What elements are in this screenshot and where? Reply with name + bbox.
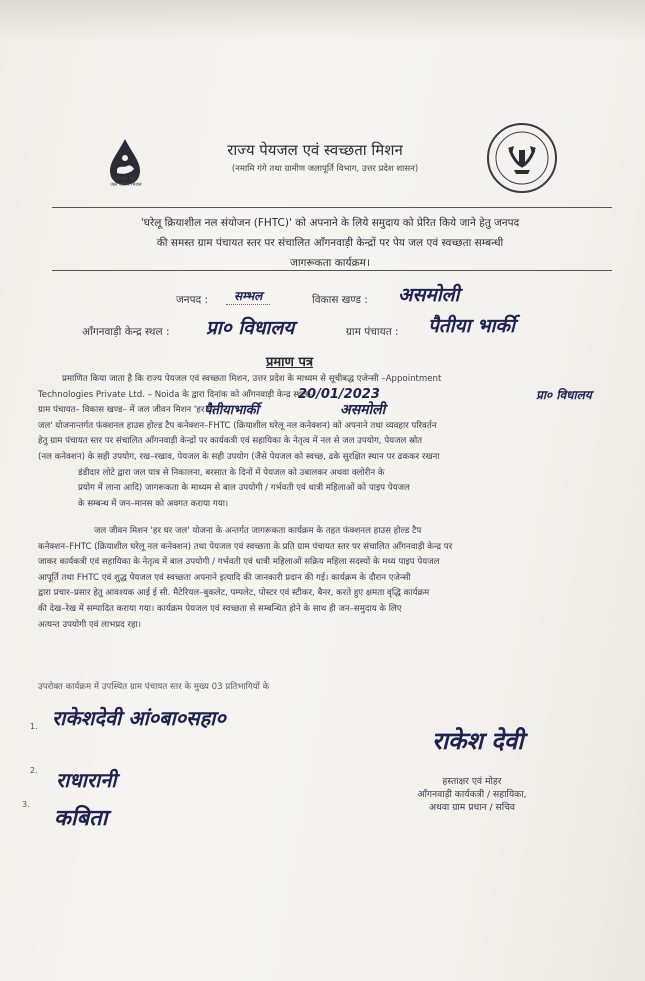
- para-line: प्रमाणित किया जाता है कि राज्य पेयजल एवं स्वच्छता मिशन, उत्तर प्रदेश के माध्यम से सूचीबद्ध एजेन्सी –Appointment: [62, 374, 442, 384]
- para-line: के सम्बन्ध में जन–मानस को अवगत कराया गया।: [78, 498, 229, 509]
- signature-label: आँगनवाड़ी कार्यकत्री / सहायिका,: [417, 789, 527, 800]
- participant-name: कबिता: [54, 806, 108, 831]
- para-line: जल जीवन मिशन 'हर घर जल' योजना के अन्तर्गत जागरूकता कार्यक्रम के तहत फंक्शनल हाउस होल्ड टैप: [94, 526, 422, 536]
- para-line: हेतु ग्राम पंचायत स्तर पर संचालित आँगनवाड़ी केन्द्रों पर कार्यकत्री एवं सहायिका के नेतृत्व में नल से जल उपयोग, पेयजल स्रोत: [38, 436, 423, 447]
- center-label: आँगनवाड़ी केन्द्र स्थल :: [82, 326, 170, 338]
- participant-name: राकेशदेवी आं०बा०सहा०: [52, 706, 226, 730]
- org-title: राज्य पेयजल एवं स्वच्छता मिशन: [227, 141, 403, 159]
- signature-label: हस्ताक्षर एवं मोहर: [442, 776, 502, 787]
- water-drop-logo-icon: [100, 135, 150, 203]
- banner-line: जागरूकता कार्यक्रम।: [290, 257, 370, 269]
- up-government-emblem-icon: [484, 120, 560, 196]
- para-line: कनेक्शन–FHTC (क्रियाशील घरेलू नल कनेक्शन) तथा पेयजल एवं स्वच्छता के प्रति ग्राम पंचायत स्तर पर संचालित आँगनवाड़ी केन्द्र पर: [38, 541, 453, 552]
- block-value: असमोली: [398, 284, 460, 306]
- para-line: प्रयोग में लाना आदि) जागरूकता के माध्यम से बाल उपयोगी / गर्भवती एवं धात्री महिलाओं को पाइप पेयजल: [78, 483, 410, 494]
- para-line: आपूर्ति तथा FHTC एवं शुद्ध पेयजल एवं स्वच्छता अपनाने इत्यादि की जानकारी प्रदान की गई। कार्यक्रम के दौरान एजेन्सी: [38, 572, 411, 583]
- participant-number: 1.: [30, 722, 38, 731]
- participant-number: 3.: [22, 800, 30, 809]
- participants-intro: उपरोक्त कार्यक्रम में उपस्थित ग्राम पंचायत स्तर के मुख्य 03 प्रतिभागियों के: [38, 682, 270, 692]
- signature-handwritten: राकेश देवी: [432, 727, 524, 755]
- left-logo-caption: हर घर जल जल जीवन मिशन: [110, 176, 142, 188]
- signature-block: [392, 775, 552, 814]
- para-line: द्वारा प्रचार–प्रसार हेतु आवश्यक आई ई सी. मैटेरियल–बुकलेट, पम्पलेट, पोस्टर एवं स्टीकर, बैनर, करते हुए क्षमता वृद्धि कार्यक्रम: [38, 588, 430, 599]
- para-line: ग्राम पंचायत– विकास खण्ड– में जल जीवन मिशन 'हर घर: [38, 405, 216, 416]
- program-banner-text: [60, 213, 600, 273]
- panchayat-label: ग्राम पंचायत :: [346, 326, 399, 338]
- center-value: प्रा० विधालय: [206, 317, 295, 339]
- certificate-title: प्रमाण पत्र: [266, 355, 314, 370]
- page-shadow: [0, 0, 645, 40]
- banner-line: की समस्त ग्राम पंचायत स्तर पर संचालित आँगनवाड़ी केन्द्रों पर पेय जल एवं स्वच्छता सम्बन्धी: [156, 237, 504, 249]
- district-value: सम्भल: [226, 287, 270, 305]
- signature-label: अथवा ग्राम प्रधान / सचिव: [428, 802, 516, 813]
- participant-name: राधारानी: [56, 768, 117, 792]
- para-line: जल' योजनान्तर्गत फंक्शनल हाउस होल्ड टैप कनेक्शन–FHTC (क्रियाशील घरेलू नल कनेक्शन) को अपनाने तथा व्यवहार परिवर्तन: [38, 420, 437, 431]
- block-label: विकास खण्ड :: [312, 294, 368, 306]
- certificate-paragraph-2: [38, 524, 603, 633]
- panchayat-value: पैतीया भार्की: [428, 315, 515, 337]
- inline-center-value: प्रा० विधालय: [536, 388, 592, 402]
- para-line: अत्यन्त उपयोगी एवं लाभप्रद रहा।: [38, 619, 142, 630]
- participant-number: 2.: [30, 766, 38, 775]
- date-value: 20/01/2023: [298, 387, 380, 402]
- para-line: जाकर कार्यकत्री एवं सहायिका के नेतृत्व में बाल उपयोगी / गर्भवती एवं धात्री महिलाओं सक्रिय महिला सदस्यों के मध्य पाइप पेयजल: [38, 557, 440, 568]
- para-line: Technologies Private Ltd. – Noida के द्वारा दिनांक को आँगनवाड़ी केन्द्र स्थल–: [38, 389, 313, 400]
- inline-panchayat-value: पैतीयाभार्की: [204, 403, 259, 418]
- org-subtitle: (नमामि गंगे तथा ग्रामीण जलापूर्ति विभाग, उत्तर प्रदेश शासन): [231, 164, 419, 174]
- inline-block-value: असमोली: [340, 402, 386, 418]
- banner-line: 'घरेलू क्रियाशील नल संयोजन (FHTC)' को अपनाने के लिये समुदाय को प्रेरित किये जाने हेतु जनपद: [140, 217, 520, 229]
- para-line: (नल कनेक्शन) के सही उपयोग, रख–रखाव, पेयजल के सही उपयोग (जैसे पेयजल को स्वच्छ, ढके सुरक्षित स्थान पर ढककर रखना: [38, 451, 440, 462]
- district-label: जनपद :: [176, 294, 209, 306]
- para-line: डंडीदार लोटे द्वारा जल पात्र से निकालना, बरसात के दिनों में पेयजल को उबालकर अथवा क्लोरीन के: [78, 467, 385, 478]
- para-line: की देख–रेख में सम्पादित कराया गया। कार्यक्रम पेयजल एवं स्वच्छता से सम्बन्धित होने के साथ ही जन–समुदाय के लिए: [38, 603, 402, 614]
